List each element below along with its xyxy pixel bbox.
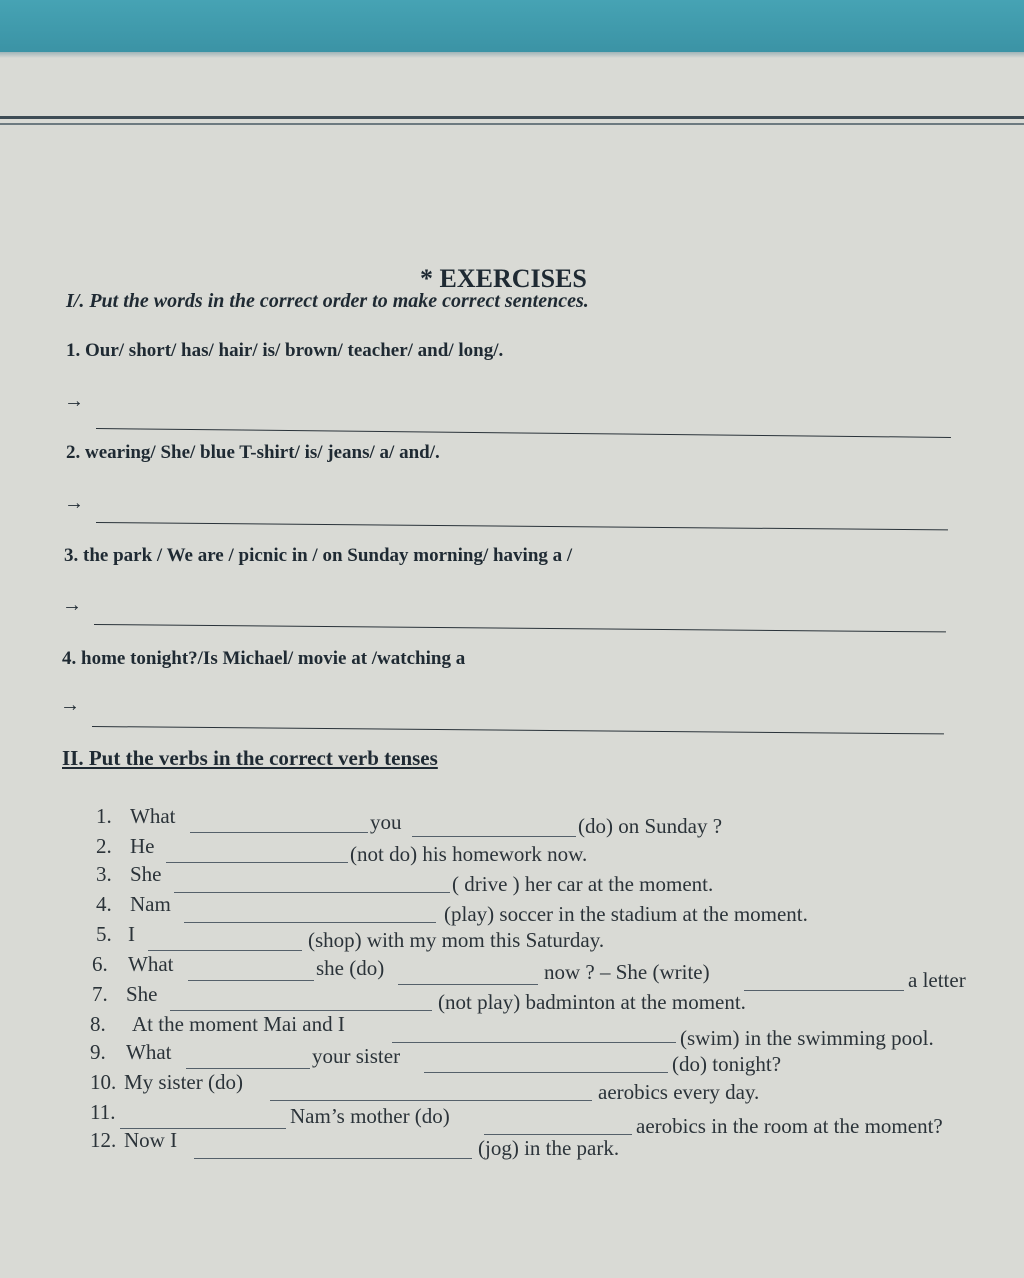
verb-text-8a: At the moment Mai and I	[132, 1012, 345, 1036]
blank-11b[interactable]	[484, 1134, 632, 1135]
verb-text-9a: What	[126, 1040, 172, 1064]
verb-num-2: 2.	[96, 834, 112, 858]
verb-text-3b: ( drive ) her car at the moment.	[452, 872, 714, 896]
verb-text-2b: (not do) his homework now.	[350, 842, 588, 866]
header-rule-secondary	[0, 123, 1024, 125]
verb-text-8b: (swim) in the swimming pool.	[680, 1026, 934, 1050]
verb-num-5: 5.	[96, 922, 112, 946]
verb-text-11b: aerobics in the room at the moment?	[636, 1114, 943, 1138]
verb-text-1b: you	[370, 810, 402, 834]
answer-line-4[interactable]	[92, 726, 944, 734]
verb-text-6d: a letter	[908, 968, 966, 992]
verb-text-6b: she (do)	[316, 956, 385, 980]
blank-6b[interactable]	[398, 984, 538, 985]
order-item-4: 4. home tonight?/Is Michael/ movie at /watching a	[62, 648, 466, 669]
page-title: * EXERCISES	[420, 264, 587, 293]
verb-text-12b: (jog) in the park.	[478, 1136, 620, 1160]
answer-arrow-2: →	[64, 492, 84, 514]
blank-4a[interactable]	[184, 922, 436, 923]
verb-num-3: 3.	[96, 862, 112, 886]
verb-text-10b: aerobics every day.	[598, 1080, 760, 1104]
verb-text-3a: She	[130, 862, 162, 886]
verb-num-9: 9.	[90, 1040, 106, 1064]
verb-num-8: 8.	[90, 1012, 106, 1036]
verb-text-2a: He	[130, 834, 155, 858]
verb-num-6: 6.	[92, 952, 108, 976]
blank-8a[interactable]	[392, 1042, 676, 1043]
blank-1b[interactable]	[412, 836, 576, 837]
answer-line-1[interactable]	[96, 428, 951, 438]
blank-9b[interactable]	[424, 1072, 668, 1073]
band-shadow	[0, 52, 1024, 58]
section2-heading: II. Put the verbs in the correct verb tenses	[62, 746, 438, 770]
verb-text-1c: (do) on Sunday ?	[578, 814, 723, 838]
order-item-3: 3. the park / We are / picnic in / on Sunday morning/ having a /	[64, 545, 573, 566]
verb-num-10: 10.	[90, 1070, 117, 1094]
verb-num-12: 12.	[90, 1128, 117, 1152]
blank-6a[interactable]	[188, 980, 314, 981]
blank-1a[interactable]	[190, 832, 368, 833]
verb-text-4b: (play) soccer in the stadium at the moment.	[444, 902, 808, 926]
answer-arrow-1: →	[64, 390, 84, 412]
verb-text-7a: She	[126, 982, 158, 1006]
verb-text-9c: (do) tonight?	[672, 1052, 782, 1076]
blank-9a[interactable]	[186, 1068, 310, 1069]
answer-arrow-3: →	[62, 594, 82, 616]
verb-text-11a: Nam’s mother (do)	[290, 1104, 450, 1128]
section1-heading: I/. Put the words in the correct order to make correct sentences.	[66, 290, 589, 312]
verb-text-10a: My sister (do)	[124, 1070, 243, 1094]
blank-7a[interactable]	[170, 1010, 432, 1011]
verb-text-6c: now ? – She (write)	[544, 960, 710, 984]
verb-text-6a: What	[128, 952, 174, 976]
verb-text-9b: your sister	[312, 1044, 401, 1068]
verb-text-12a: Now I	[124, 1128, 178, 1152]
answer-arrow-4: →	[60, 694, 80, 716]
verb-num-7: 7.	[92, 982, 108, 1006]
header-rule	[0, 116, 1024, 119]
screen-top-band	[0, 0, 1024, 52]
verb-num-11: 11.	[90, 1100, 116, 1124]
blank-12a[interactable]	[194, 1158, 472, 1159]
verb-num-1: 1.	[96, 804, 112, 828]
verb-text-5b: (shop) with my mom this Saturday.	[308, 928, 605, 952]
verb-num-4: 4.	[96, 892, 112, 916]
order-item-2: 2. wearing/ She/ blue T-shirt/ is/ jeans/ a/ and/.	[66, 442, 440, 463]
blank-5a[interactable]	[148, 950, 302, 951]
verb-text-7b: (not play) badminton at the moment.	[438, 990, 746, 1014]
blank-6c[interactable]	[744, 990, 904, 991]
answer-line-2[interactable]	[96, 522, 948, 530]
blank-3a[interactable]	[174, 892, 450, 893]
verb-text-4a: Nam	[130, 892, 171, 916]
verb-text-5a: I	[128, 922, 135, 946]
blank-10a[interactable]	[270, 1100, 592, 1101]
verb-text-1a: What	[130, 804, 176, 828]
order-item-1: 1. Our/ short/ has/ hair/ is/ brown/ teacher/ and/ long/.	[66, 340, 504, 361]
blank-2a[interactable]	[166, 862, 348, 863]
answer-line-3[interactable]	[94, 624, 946, 632]
